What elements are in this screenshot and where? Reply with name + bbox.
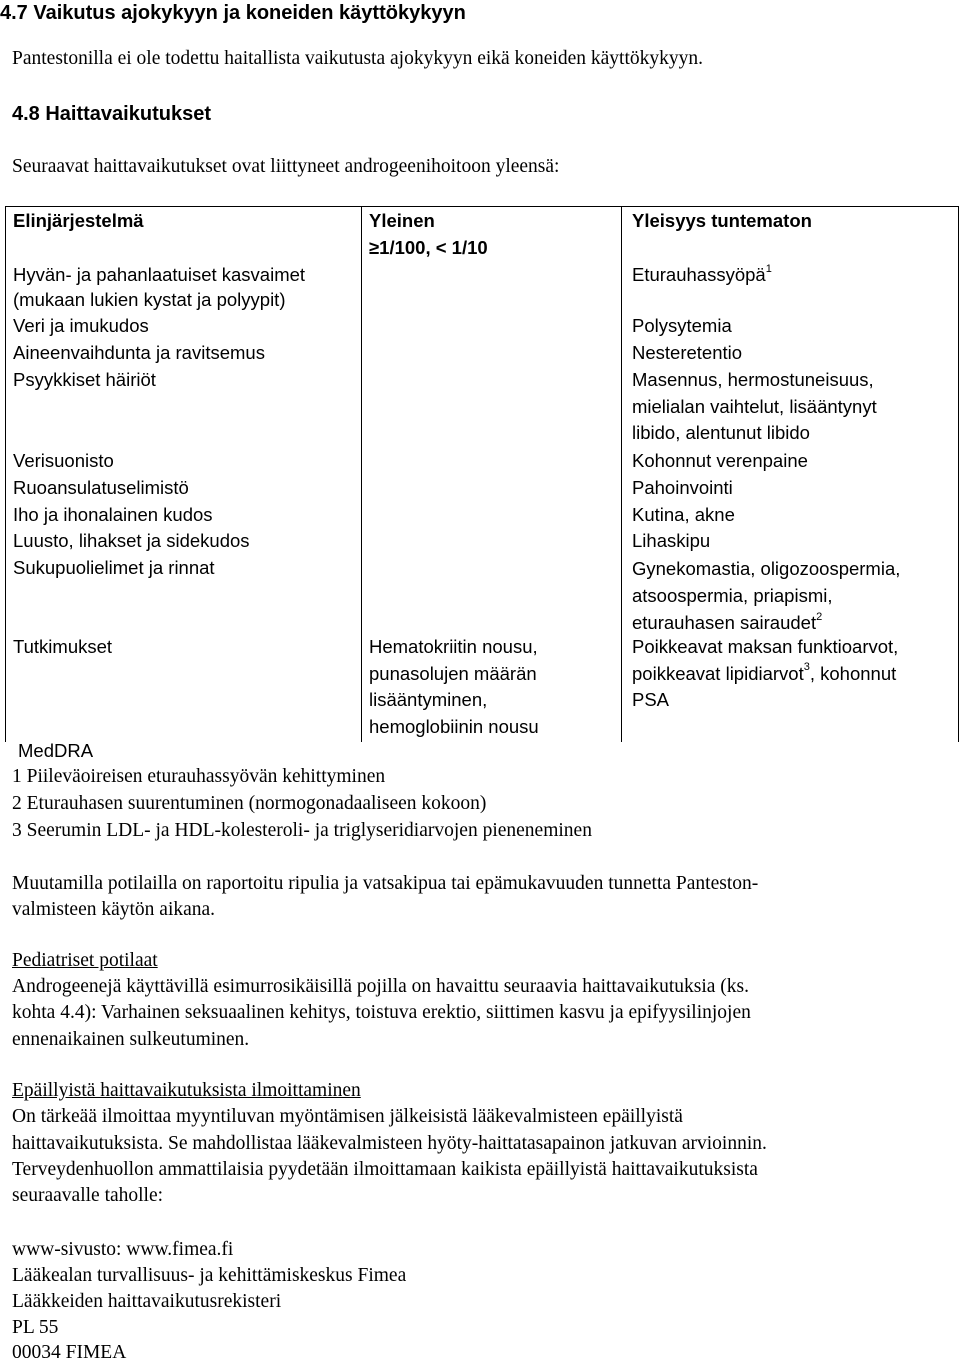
header-common: Yleinen ≥1/100, < 1/10 [369,210,488,258]
paragraph-other-line: Muutamilla potilailla on raportoitu ripulia ja vatsakipua tai epämukavuuden tunnetta Panteston- [12,873,759,894]
reporting-line: haittavaikutuksista. Se mahdollistaa lääkevalmisteen hyöty-haittatasapainon jatkuvan arvioinnin. [12,1133,767,1154]
organ-cell: Veri ja imukudos [13,315,149,336]
organ-cell: Luusto, lihakset ja sidekudos [13,530,250,551]
address-website: www-sivusto: www.fimea.fi [12,1239,234,1260]
organ-cell: Sukupuolielimet ja rinnat [13,557,215,578]
table-border-col2 [361,206,362,742]
unknown-cell: Poikkeavat maksan funktioarvot, poikkeavat lipidiarvot$^3$, kohonnut PSA [632,636,899,710]
unknown-cell: Polysytemia [632,315,732,336]
footnote-2: 2 Eturauhasen suurentuminen (normogonadaaliseen kokoon) [12,793,487,814]
unknown-cell: Pahoinvointi [632,477,733,498]
organ-cell: Psyykkiset häiriöt [13,369,156,390]
address-line: PL 55 [12,1317,59,1338]
pediatric-line: ennenaikainen sulkeutuminen. [12,1029,250,1050]
organ-cell: Tutkimukset [13,636,113,657]
common-cell: Hematokriitin nousu, punasolujen määrän lisääntyminen, hemoglobiinin nousu [369,636,539,737]
address-line: Lääkkeiden haittavaikutusrekisteri [12,1291,282,1312]
unknown-cell: Kohonnut verenpaine [632,450,808,471]
reporting-line: On tärkeää ilmoittaa myyntiluvan myöntämisen jälkeisistä lääkevalmisteen epäillyistä [12,1106,683,1127]
section-heading-4-8: 4.8 Haittavaikutukset [12,103,211,125]
unknown-cell: Masennus, hermostuneisuus, mielialan vaihtelut, lisääntynyt libido, alentunut libido [632,369,877,443]
header-unknown: Yleisyys tuntematon [632,210,812,231]
organ-cell: Aineenvaihdunta ja ravitsemus [13,342,265,363]
organ-cell: Hyvän- ja pahanlaatuiset kasvaimet (mukaan lukien kystat ja polyypit) [13,264,306,310]
table-border-top [5,206,959,207]
pediatric-line: kohta 4.4): Varhainen seksuaalinen kehitys, toistuva erektio, siittimen kasvu ja epifyysilinjojen [12,1002,751,1023]
paragraph-other-line: valmisteen käytön aikana. [12,899,216,920]
section-heading-4-7: 4.7 Vaikutus ajokykyyn ja koneiden käyttökykyyn [0,2,466,24]
reporting-line: seuraavalle taholle: [12,1185,164,1206]
footnote-3: 3 Seerumin LDL- ja HDL-kolesteroli- ja triglyseridiarvojen pieneneminen [12,820,592,841]
pediatric-title: Pediatriset potilaat [12,950,158,971]
unknown-cell: Kutina, akne [632,504,735,525]
unknown-cell: Lihaskipu [632,530,711,551]
address-line: 00034 FIMEA [12,1342,127,1363]
header-organ: Elinjärjestelmä [13,210,144,231]
table-border-col3 [621,206,622,742]
unknown-cell: Eturauhassyöpä$^1$ [632,262,772,285]
pediatric-line: Androgeenejä käyttävillä esimurrosikäisillä pojilla on havaittu seuraavia haittavaikutuksia (ks. [12,976,749,997]
section-4-8-intro: Seuraavat haittavaikutukset ovat liittyneet androgeenihoitoon yleensä: [12,156,560,177]
adverse-effects-table [0,206,960,742]
organ-cell: Verisuonisto [13,450,114,471]
address-line: Lääkealan turvallisuus- ja kehittämiskeskus Fimea [12,1265,407,1286]
meddra-label: MedDRA [18,740,94,761]
table-border-left [5,206,6,742]
unknown-cell: Gynekomastia, oligozoospermia, atsoospermia, priapismi, eturauhasen sairaudet$^2$ [632,558,901,633]
section-4-7-text: Pantestonilla ei ole todettu haitallista vaikutusta ajokykyyn eikä koneiden käyttökykyyn. [12,48,704,69]
unknown-cell: Nesteretentio [632,342,743,363]
table-border-right [958,206,959,742]
footnote-1: 1 Piileväoireisen eturauhassyövän kehittyminen [12,766,386,787]
organ-cell: Ruoansulatuselimistö [13,477,189,498]
organ-cell: Iho ja ihonalainen kudos [13,504,213,525]
reporting-line: Terveydenhuollon ammattilaisia pyydetään ilmoittamaan kaikista epäillyistä haittavaikutuksista [12,1159,758,1180]
reporting-title: Epäillyistä haittavaikutuksista ilmoittaminen [12,1080,361,1101]
